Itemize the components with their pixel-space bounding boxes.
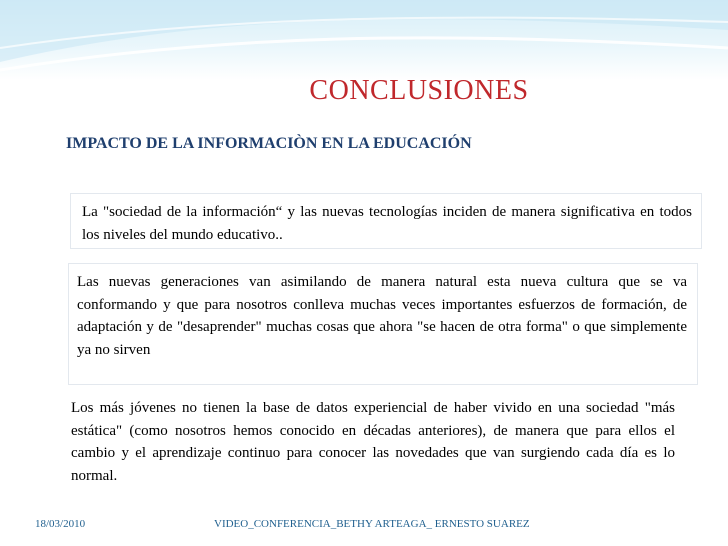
paragraph-3: Los más jóvenes no tienen la base de datos experiencial de haber vivido en una sociedad "más estática" (como nosotros hemos conocido en décadas anteriores), de manera que para ellos el cambio y el aprendizaje continuo para conocer las novedades que van surgiendo cada día es lo normal.: [71, 400, 675, 484]
decorative-swoosh: [0, 0, 728, 80]
paragraph-1: La "sociedad de la información“ y las nuevas tecnologías inciden de manera significativa en todos los niveles del mundo educativo..: [82, 204, 692, 243]
footer-date: 18/03/2010: [35, 518, 86, 530]
slide-title: CONCLUSIONES: [309, 75, 529, 106]
paragraph-2: Las nuevas generaciones van asimilando de manera natural esta nueva cultura que se va conformando y que para nosotros conlleva muchas veces importantes esfuerzos de formación, de adaptación y de "desaprender" muchas cosas que ahora "se hacen de otra forma" o que simplemente ya no sirven: [77, 274, 687, 358]
footer-text: VIDEO_CONFERENCIA_BETHY ARTEAGA_ ERNESTO SUAREZ: [214, 518, 530, 530]
slide-subtitle: IMPACTO DE LA INFORMACIÒN EN LA EDUCACIÓN: [66, 135, 472, 152]
